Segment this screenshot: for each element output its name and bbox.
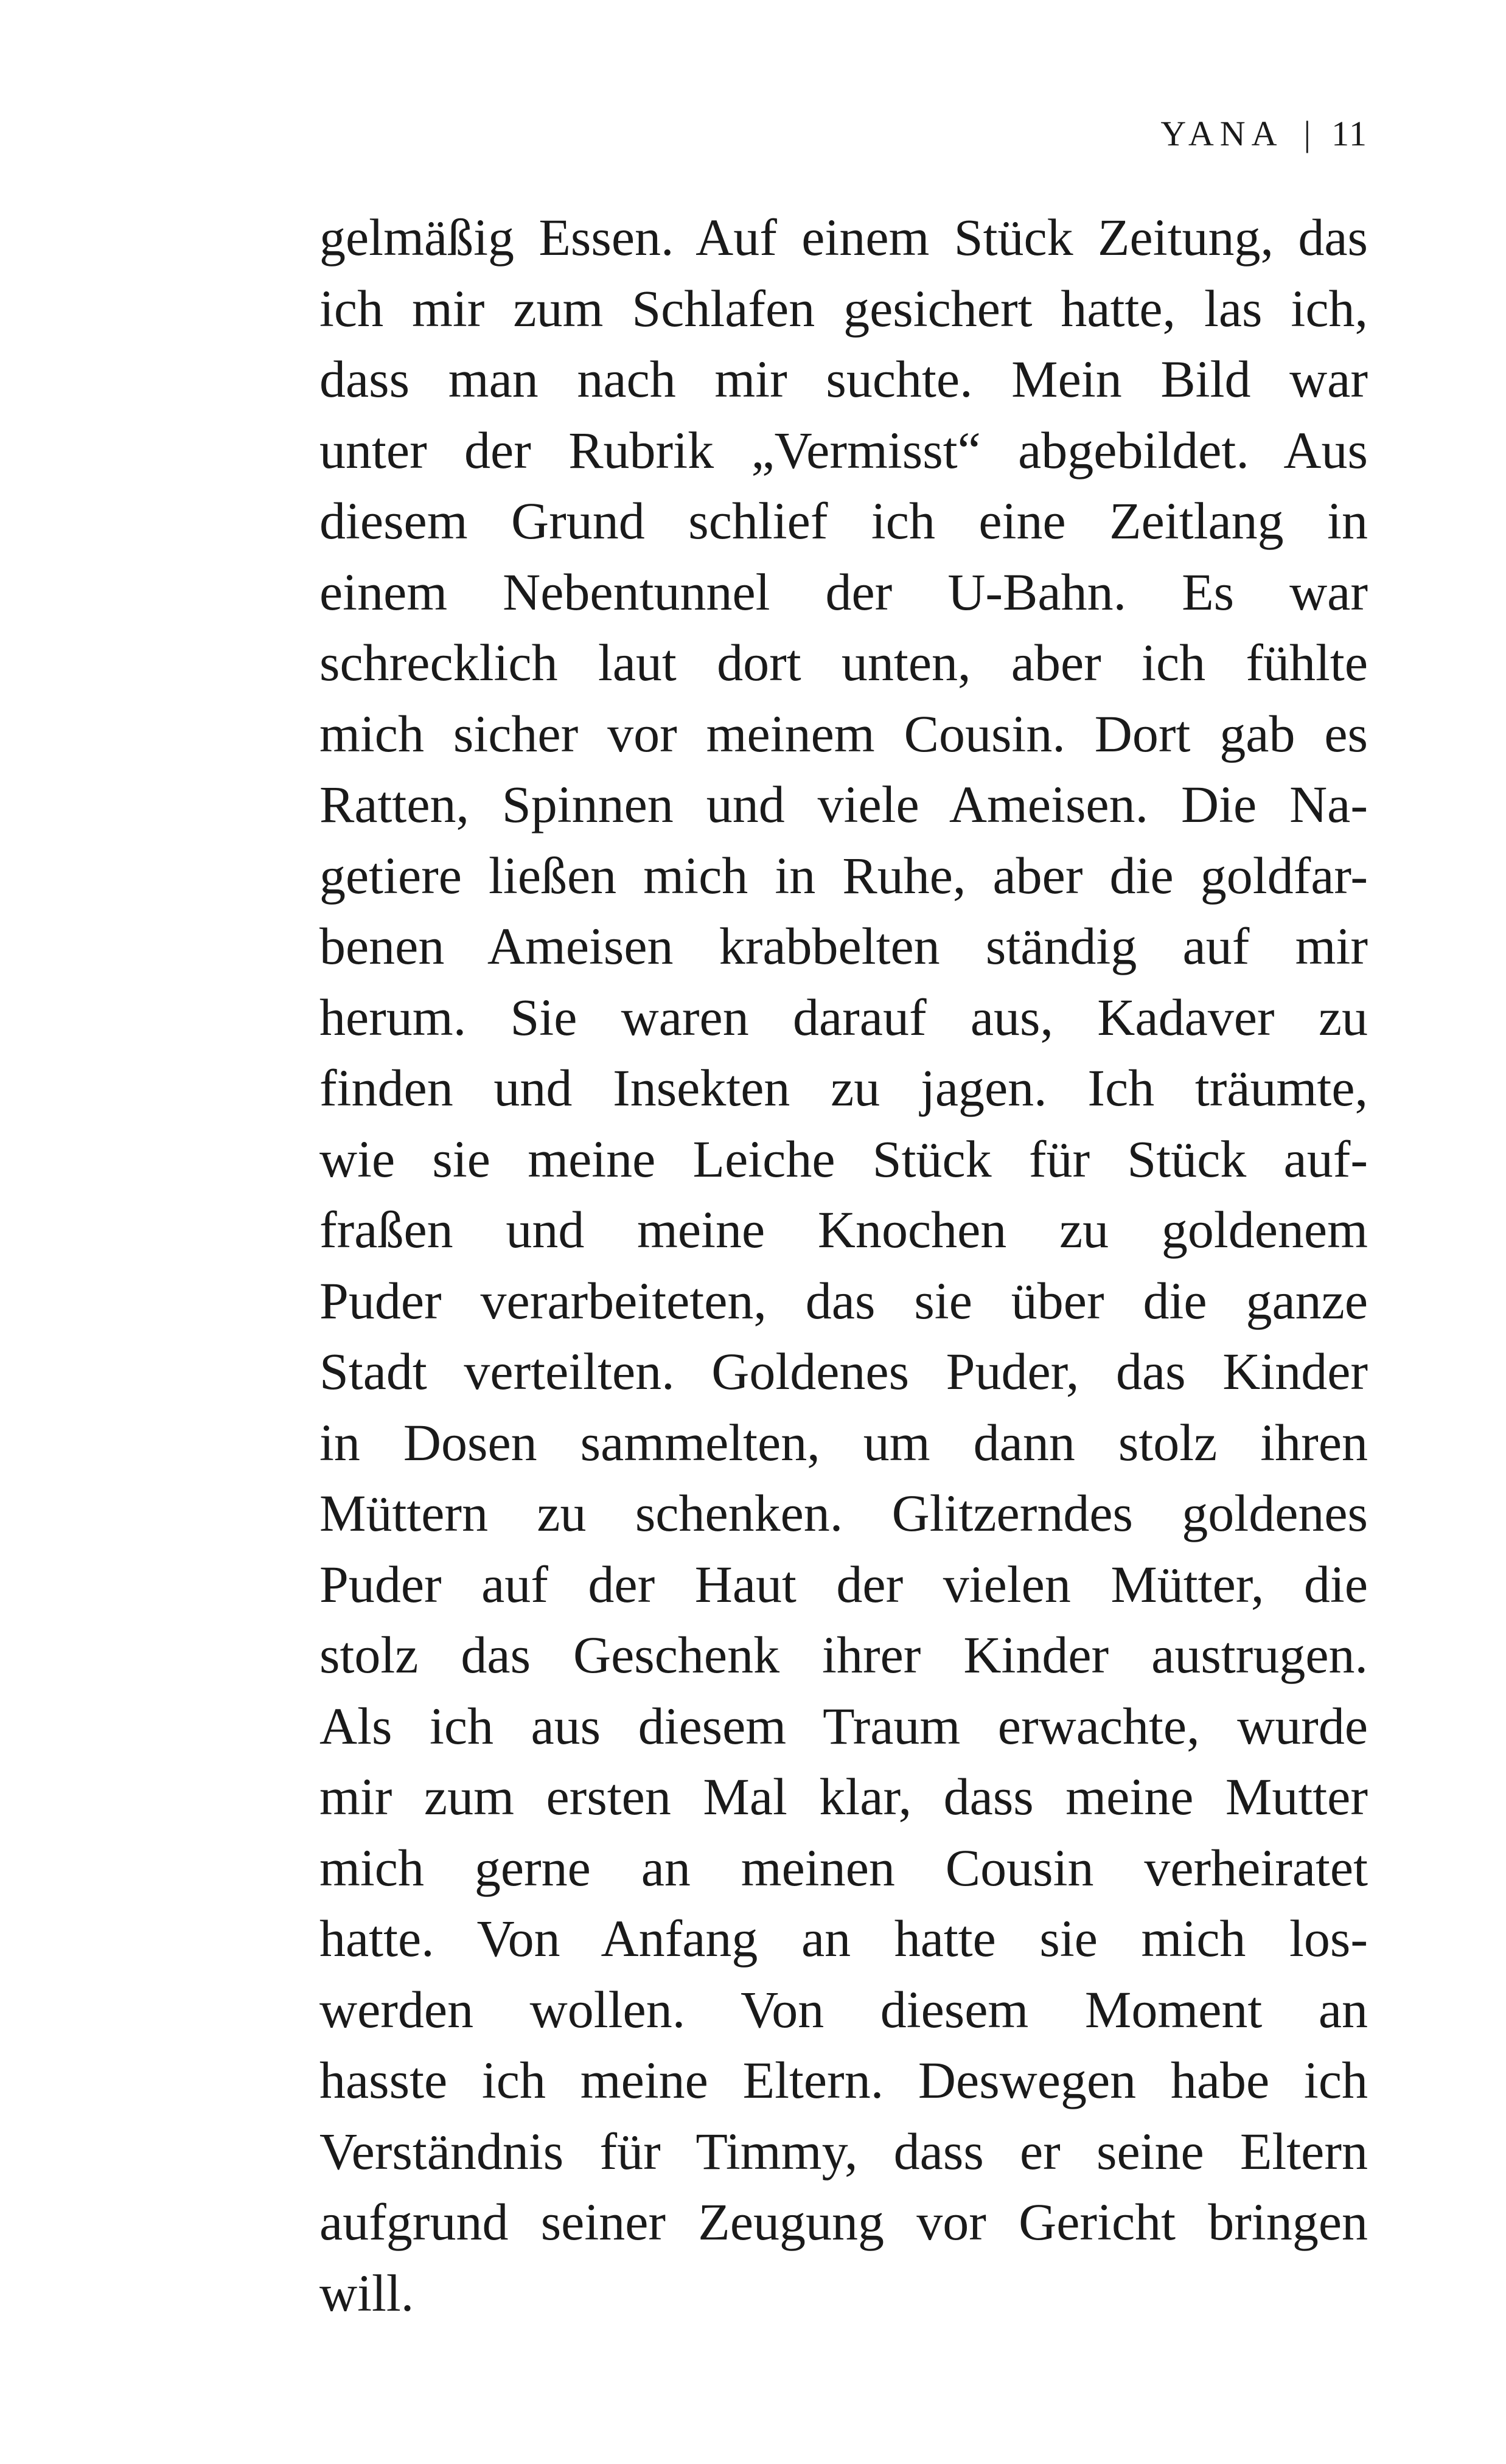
text-line: Müttern zu schenken. Glitzerndes goldenes bbox=[319, 1484, 1368, 1542]
text-line: schrecklich laut dort unten, aber ich fühlte bbox=[319, 633, 1368, 692]
running-head bbox=[1160, 110, 1368, 158]
text-line: getiere ließen mich in Ruhe, aber die goldfar- bbox=[319, 846, 1368, 905]
text-line: mir zum ersten Mal klar, dass meine Mutter bbox=[319, 1767, 1368, 1826]
text-line: Verständnis für Timmy, dass er seine Eltern bbox=[319, 2121, 1368, 2180]
text-line: werden wollen. Von diesem Moment an bbox=[319, 1980, 1368, 2039]
text-line: unter der Rubrik „Vermisst“ abgebildet. Aus bbox=[319, 420, 1368, 479]
text-line: hasste ich meine Eltern. Deswegen habe ich bbox=[319, 2051, 1368, 2109]
text-line: ich mir zum Schlafen gesichert hatte, las ich, bbox=[319, 279, 1368, 338]
text-line: wie sie meine Leiche Stück für Stück auf- bbox=[319, 1129, 1368, 1188]
text-line: herum. Sie waren darauf aus, Kadaver zu bbox=[319, 987, 1368, 1046]
body-text bbox=[319, 202, 1368, 2328]
text-line: hatte. Von Anfang an hatte sie mich los- bbox=[319, 1909, 1368, 1968]
text-line: Stadt verteilten. Goldenes Puder, das Kinder bbox=[319, 1342, 1368, 1401]
text-line: finden und Insekten zu jagen. Ich träumte, bbox=[319, 1059, 1368, 1117]
text-line: diesem Grund schlief ich eine Zeitlang in bbox=[319, 492, 1368, 550]
text-line: will. bbox=[319, 2263, 414, 2322]
chapter-title: YANA bbox=[1160, 114, 1283, 153]
text-line: einem Nebentunnel der U-Bahn. Es war bbox=[319, 562, 1368, 621]
text-line: dass man nach mir suchte. Mein Bild war bbox=[319, 350, 1368, 408]
text-line: stolz das Geschenk ihrer Kinder austrugen. bbox=[319, 1626, 1368, 1684]
text-line: gelmäßig Essen. Auf einem Stück Zeitung, das bbox=[319, 208, 1368, 266]
text-line: fraßen und meine Knochen zu goldenem bbox=[319, 1200, 1368, 1259]
text-line: aufgrund seiner Zeugung vor Gericht bringen bbox=[319, 2193, 1368, 2251]
text-line: Als ich aus diesem Traum erwachte, wurde bbox=[319, 1696, 1368, 1755]
header-separator: | bbox=[1303, 114, 1311, 153]
text-line: Puder verarbeiteten, das sie über die ganze bbox=[319, 1271, 1368, 1330]
text-line: mich gerne an meinen Cousin verheiratet bbox=[319, 1838, 1368, 1897]
text-line: mich sicher vor meinem Cousin. Dort gab es bbox=[319, 704, 1368, 763]
text-line: Ratten, Spinnen und viele Ameisen. Die Na- bbox=[319, 775, 1368, 834]
text-line: benen Ameisen krabbelten ständig auf mir bbox=[319, 917, 1368, 975]
page-number: 11 bbox=[1331, 114, 1368, 153]
text-line: Puder auf der Haut der vielen Mütter, die bbox=[319, 1554, 1368, 1613]
text-line: in Dosen sammelten, um dann stolz ihren bbox=[319, 1413, 1368, 1472]
